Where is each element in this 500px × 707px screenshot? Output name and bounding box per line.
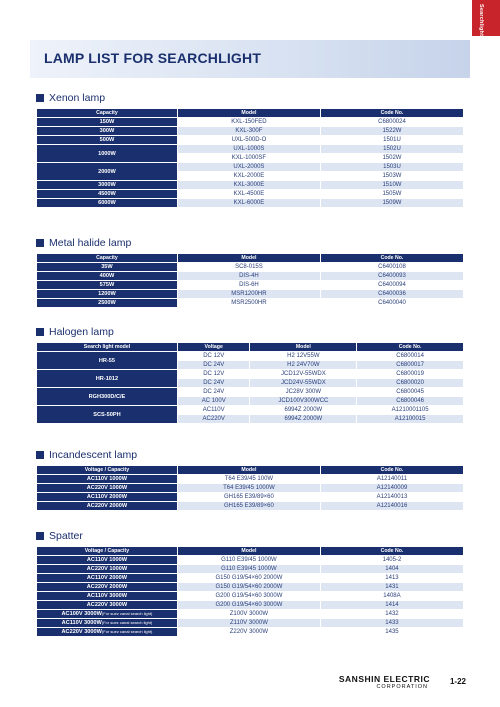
code-cell: C6800020	[357, 379, 464, 388]
model-cell: G110 E39/45 1000W	[177, 556, 320, 565]
model-cell: 6994Z 2000W	[250, 406, 357, 415]
code-cell: 1522W	[320, 127, 463, 136]
voltage-cell: DC 12V	[177, 370, 250, 379]
model-cell: JCD24V-55WDX	[250, 379, 357, 388]
company-logo-sub: CORPORATION	[376, 684, 428, 690]
model-cell: KXL-3000E	[177, 181, 320, 190]
searchlight-model-cell: HR-55	[37, 352, 178, 370]
halogen-table	[36, 342, 464, 424]
capacity-cell: 300W	[37, 127, 178, 136]
column-header: Voltage / Capacity	[37, 547, 178, 556]
code-cell: C6400093	[320, 272, 463, 281]
voltage-cell: AC220V	[177, 415, 250, 424]
section-bullet-icon	[36, 239, 44, 247]
column-header: Model	[177, 254, 320, 263]
table-row	[37, 592, 464, 601]
voltage-cell: AC110V	[177, 406, 250, 415]
table-row	[37, 484, 464, 493]
table-row	[37, 281, 464, 290]
code-cell: A12140009	[320, 484, 463, 493]
table-row	[37, 493, 464, 502]
table-row	[37, 388, 464, 397]
voltage-cell: DC 12V	[177, 352, 250, 361]
page-title: LAMP LIST FOR SEARCHLIGHT	[44, 50, 262, 66]
code-cell: 1408A	[320, 592, 463, 601]
voltage-capacity-cell: AC110V 3000W	[37, 592, 178, 601]
code-cell: A12100015	[357, 415, 464, 424]
capacity-cell: 1200W	[37, 290, 178, 299]
section-side-tab	[472, 0, 500, 36]
column-header: Code No.	[357, 343, 464, 352]
searchlight-model-cell: HR-1012	[37, 370, 178, 388]
model-cell: G200 G19/54×60 3000W	[177, 601, 320, 610]
column-header: Code No.	[320, 466, 463, 475]
code-cell: C6800014	[357, 352, 464, 361]
code-cell: 1431	[320, 583, 463, 592]
incandescent-section	[36, 448, 464, 511]
voltage-capacity-cell: AC220V 3000W(For suez canal search light)	[37, 628, 178, 637]
voltage-cell: DC 24V	[177, 379, 250, 388]
model-cell: Z110V 3000W	[177, 619, 320, 628]
code-cell: 1503U	[320, 163, 463, 172]
capacity-cell: 150W	[37, 118, 178, 127]
section-bullet-icon	[36, 532, 44, 540]
code-cell: 1503W	[320, 172, 463, 181]
code-cell: A12140013	[320, 493, 463, 502]
table-row	[37, 263, 464, 272]
table-row	[37, 190, 464, 199]
model-cell: MSR2500HR	[177, 299, 320, 308]
code-cell: A12140011	[320, 475, 463, 484]
page-footer	[266, 674, 466, 694]
model-cell: JC28V 300W	[250, 388, 357, 397]
model-cell: H2 24V70W	[250, 361, 357, 370]
capacity-cell: 35W	[37, 263, 178, 272]
code-cell: 1414	[320, 601, 463, 610]
voltage-capacity-cell: AC220V 3000W	[37, 601, 178, 610]
searchlight-model-cell: RGH300D/C/E	[37, 388, 178, 406]
code-cell: 1433	[320, 619, 463, 628]
column-header: Voltage / Capacity	[37, 466, 178, 475]
column-header: Voltage	[177, 343, 250, 352]
voltage-capacity-cell: AC100V 3000W(For suez canal search light)	[37, 610, 178, 619]
capacity-cell: 2000W	[37, 163, 178, 181]
voltage-capacity-cell: AC220V 2000W	[37, 583, 178, 592]
code-cell: 1432	[320, 610, 463, 619]
code-cell: 1413	[320, 574, 463, 583]
table-row	[37, 118, 464, 127]
table-row	[37, 574, 464, 583]
section-bullet-icon	[36, 328, 44, 336]
code-cell: C6400040	[320, 299, 463, 308]
table-row	[37, 556, 464, 565]
code-cell: C6800046	[357, 397, 464, 406]
spatter-table	[36, 546, 464, 637]
voltage-capacity-cell: AC110V 3000W(For suez canal search light)	[37, 619, 178, 628]
code-cell: C6800019	[357, 370, 464, 379]
spatter-section-title: Spatter	[36, 529, 464, 543]
voltage-capacity-cell: AC220V 1000W	[37, 484, 178, 493]
table-row	[37, 475, 464, 484]
model-cell: Z220V 3000W	[177, 628, 320, 637]
code-cell: 1505W	[320, 190, 463, 199]
model-cell: UXL-500D-O	[177, 136, 320, 145]
code-cell: C6800045	[357, 388, 464, 397]
model-cell: KXL-300F	[177, 127, 320, 136]
code-cell: 1435	[320, 628, 463, 637]
metal-halide-section	[36, 236, 464, 308]
model-cell: JCD100V300WCC	[250, 397, 357, 406]
model-cell: UXL-2000S	[177, 163, 320, 172]
voltage-capacity-cell: AC110V 1000W	[37, 475, 178, 484]
code-cell: 1509W	[320, 199, 463, 208]
capacity-cell: 575W	[37, 281, 178, 290]
model-cell: Z100V 3000W	[177, 610, 320, 619]
code-cell: C6800024	[320, 118, 463, 127]
code-cell: C6400036	[320, 290, 463, 299]
column-header: Code No.	[320, 547, 463, 556]
metal-halide-section-title: Metal halide lamp	[36, 236, 464, 250]
table-row	[37, 272, 464, 281]
xenon-section	[36, 91, 464, 208]
table-row	[37, 601, 464, 610]
code-cell: 1502U	[320, 145, 463, 154]
voltage-cell: DC 24V	[177, 388, 250, 397]
table-row	[37, 199, 464, 208]
model-cell: T64 E39/45 1000W	[177, 484, 320, 493]
model-cell: T64 E39/45 100W	[177, 475, 320, 484]
code-cell: 1502W	[320, 154, 463, 163]
capacity-cell: 4500W	[37, 190, 178, 199]
table-row	[37, 583, 464, 592]
voltage-cell: AC 100V	[177, 397, 250, 406]
incandescent-table	[36, 465, 464, 511]
model-cell: GH165 E39/89×60	[177, 493, 320, 502]
table-row	[37, 610, 464, 619]
capacity-cell: 3000W	[37, 181, 178, 190]
model-cell: KXL-150FED	[177, 118, 320, 127]
column-header: Model	[250, 343, 357, 352]
capacity-cell: 500W	[37, 136, 178, 145]
table-row	[37, 145, 464, 154]
voltage-cell: DC 24V	[177, 361, 250, 370]
model-cell: DIS-4H	[177, 272, 320, 281]
model-cell: G150 G19/54×60 2000W	[177, 583, 320, 592]
model-cell: 6994Z 2000W	[250, 415, 357, 424]
table-row	[37, 290, 464, 299]
spatter-section	[36, 529, 464, 637]
table-row	[37, 299, 464, 308]
table-row	[37, 127, 464, 136]
column-header: Capacity	[37, 254, 178, 263]
model-cell: GH165 E39/89×60	[177, 502, 320, 511]
table-row	[37, 136, 464, 145]
capacity-cell: 2500W	[37, 299, 178, 308]
column-header: Capacity	[37, 109, 178, 118]
table-row	[37, 565, 464, 574]
code-cell: 1404	[320, 565, 463, 574]
model-cell: KXL-4500E	[177, 190, 320, 199]
code-cell: 1405-2	[320, 556, 463, 565]
model-cell: H2 12V55W	[250, 352, 357, 361]
capacity-cell: 400W	[37, 272, 178, 281]
section-bullet-icon	[36, 451, 44, 459]
code-cell: A12140016	[320, 502, 463, 511]
voltage-capacity-cell: AC220V 1000W	[37, 565, 178, 574]
halogen-section-title: Halogen lamp	[36, 325, 464, 339]
halogen-section	[36, 325, 464, 424]
model-cell: KXL-6000E	[177, 199, 320, 208]
xenon-section-title: Xenon lamp	[36, 91, 464, 105]
xenon-table	[36, 108, 464, 208]
code-cell: A1210001105	[357, 406, 464, 415]
model-cell: JCD12V-55WDX	[250, 370, 357, 379]
page-number: 1-22	[449, 677, 466, 686]
column-header: Search light model	[37, 343, 178, 352]
code-cell: C6400094	[320, 281, 463, 290]
searchlight-model-cell: SCS-50PH	[37, 406, 178, 424]
code-cell: C6400108	[320, 263, 463, 272]
title-band	[30, 40, 470, 78]
side-tab-label: Searchlight	[478, 4, 484, 37]
table-row	[37, 619, 464, 628]
model-cell: G200 G19/54×60 3000W	[177, 592, 320, 601]
table-row	[37, 628, 464, 637]
table-row	[37, 163, 464, 172]
table-row	[37, 181, 464, 190]
model-cell: KXL-2000E	[177, 172, 320, 181]
column-header: Code No.	[320, 254, 463, 263]
capacity-cell: 6000W	[37, 199, 178, 208]
code-cell: 1501U	[320, 136, 463, 145]
table-row	[37, 352, 464, 361]
voltage-capacity-cell: AC110V 2000W	[37, 493, 178, 502]
metal-halide-table	[36, 253, 464, 308]
code-cell: C6800017	[357, 361, 464, 370]
column-header: Model	[177, 466, 320, 475]
company-logo: SANSHIN ELECTRIC	[338, 674, 430, 684]
column-header: Model	[177, 109, 320, 118]
column-header: Code No.	[320, 109, 463, 118]
model-cell: DIS-6H	[177, 281, 320, 290]
model-cell: MSR1200HR	[177, 290, 320, 299]
capacity-cell: 1000W	[37, 145, 178, 163]
incandescent-section-title: Incandescent lamp	[36, 448, 464, 462]
code-cell: 1510W	[320, 181, 463, 190]
column-header: Model	[177, 547, 320, 556]
voltage-capacity-cell: AC220V 2000W	[37, 502, 178, 511]
model-cell: G110 E39/45 1000W	[177, 565, 320, 574]
table-row	[37, 502, 464, 511]
model-cell: SC8-015S	[177, 263, 320, 272]
voltage-capacity-cell: AC110V 2000W	[37, 574, 178, 583]
section-bullet-icon	[36, 94, 44, 102]
voltage-capacity-cell: AC110V 1000W	[37, 556, 178, 565]
table-row	[37, 406, 464, 415]
model-cell: UXL-1000S	[177, 145, 320, 154]
model-cell: KXL-1000SF	[177, 154, 320, 163]
model-cell: G150 G19/54×60 2000W	[177, 574, 320, 583]
table-row	[37, 370, 464, 379]
